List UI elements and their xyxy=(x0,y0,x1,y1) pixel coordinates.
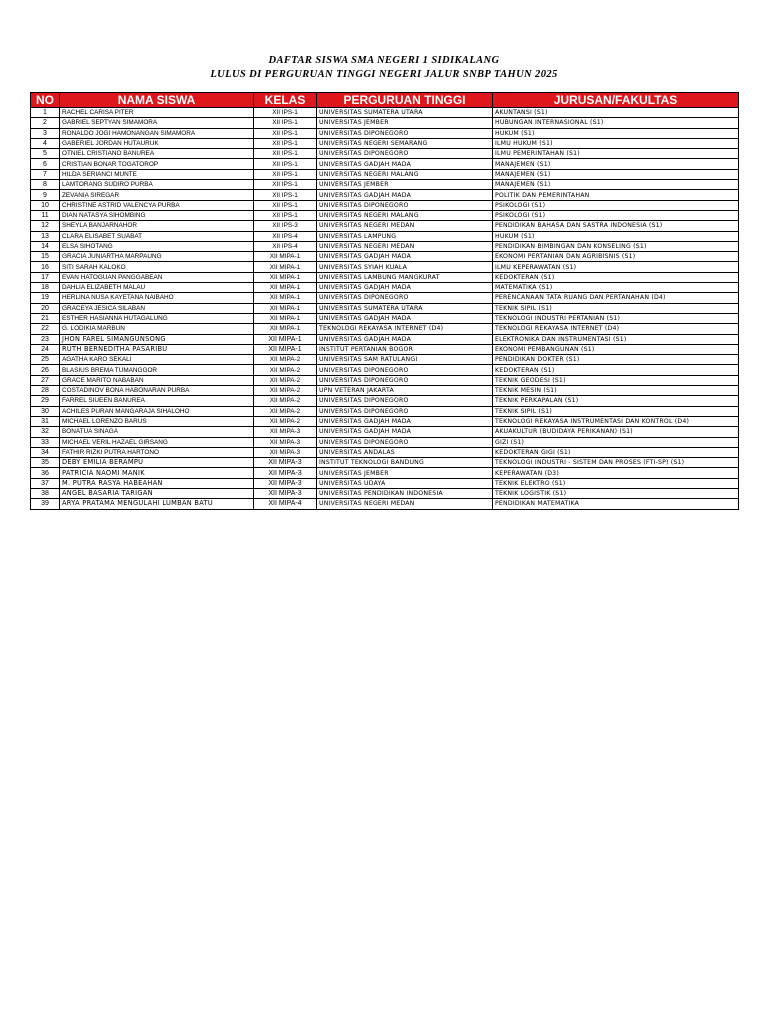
cell-no: 37 xyxy=(31,478,60,488)
cell-nama-siswa: HERLINA NUSA KAYETANA NAIBAHO xyxy=(60,293,254,303)
cell-jurusan: MANAJEMEN (S1) xyxy=(493,180,739,190)
cell-nama-siswa: ESTHER HASIANNA HUTAGALUNG xyxy=(60,313,254,323)
table-row xyxy=(31,293,739,303)
cell-nama-siswa: GRACEYA JESICA SILABAN xyxy=(60,303,254,313)
cell-kelas: XII IPS-1 xyxy=(254,169,317,179)
table-row xyxy=(31,241,739,251)
student-table xyxy=(30,92,739,510)
cell-kelas: XII MIPA-1 xyxy=(254,303,317,313)
header-kelas: KELAS xyxy=(254,93,317,108)
cell-perguruan-tinggi: UNIVERSITAS SYIAH KUALA xyxy=(317,262,493,272)
table-row xyxy=(31,437,739,447)
cell-jurusan: GIZI (S1) xyxy=(493,437,739,447)
table-row xyxy=(31,252,739,262)
cell-nama-siswa: CRISTIAN BONAR TOGATOROP xyxy=(60,159,254,169)
cell-perguruan-tinggi: UNIVERSITAS GADJAH MADA xyxy=(317,283,493,293)
cell-kelas: XII MIPA-2 xyxy=(254,396,317,406)
table-row xyxy=(31,180,739,190)
cell-perguruan-tinggi: UNIVERSITAS DIPONEGORO xyxy=(317,293,493,303)
cell-perguruan-tinggi: UNIVERSITAS DIPONEGORO xyxy=(317,149,493,159)
cell-nama-siswa: DAHLIA ELIZABETH MALAU xyxy=(60,283,254,293)
header-no: NO xyxy=(31,93,60,108)
cell-nama-siswa: PATRICIA NAOMI MANIK xyxy=(60,468,254,478)
cell-jurusan: HUKUM (S1) xyxy=(493,231,739,241)
cell-no: 34 xyxy=(31,447,60,457)
table-row xyxy=(31,118,739,128)
cell-jurusan: TEKNIK SIPIL (S1) xyxy=(493,303,739,313)
cell-no: 29 xyxy=(31,396,60,406)
cell-kelas: XII IPS-1 xyxy=(254,180,317,190)
cell-perguruan-tinggi: UNIVERSITAS GADJAH MADA xyxy=(317,313,493,323)
table-row xyxy=(31,488,739,498)
cell-jurusan: PSIKOLOGI (S1) xyxy=(493,200,739,210)
cell-no: 36 xyxy=(31,468,60,478)
cell-nama-siswa: FARREL SIUEEN BANUREA xyxy=(60,396,254,406)
table-row xyxy=(31,200,739,210)
cell-nama-siswa: RACHEL CARISA PITER xyxy=(60,108,254,118)
cell-no: 4 xyxy=(31,138,60,148)
cell-nama-siswa: ACHILES PURAN MANGARAJA SIHALOHO xyxy=(60,406,254,416)
cell-nama-siswa: GRACE MARITO NABABAN xyxy=(60,375,254,385)
cell-perguruan-tinggi: UNIVERSITAS JEMBER xyxy=(317,468,493,478)
cell-perguruan-tinggi: UNIVERSITAS GADJAH MADA xyxy=(317,334,493,344)
cell-jurusan: TEKNOLOGI REKAYASA INSTRUMENTASI DAN KONTROL (D4) xyxy=(493,416,739,426)
table-row xyxy=(31,283,739,293)
cell-no: 9 xyxy=(31,190,60,200)
cell-no: 15 xyxy=(31,252,60,262)
cell-no: 30 xyxy=(31,406,60,416)
table-row xyxy=(31,272,739,282)
cell-nama-siswa: DEBY EMILIA BERAMPU xyxy=(60,458,254,468)
cell-jurusan: TEKNOLOGI REKAYASA INTERNET (D4) xyxy=(493,324,739,334)
cell-jurusan: AKUAKULTUR (BUDIDAYA PERIKANAN) (S1) xyxy=(493,427,739,437)
table-row xyxy=(31,375,739,385)
cell-perguruan-tinggi: UNIVERSITAS NEGERI SEMARANG xyxy=(317,138,493,148)
cell-jurusan: MANAJEMEN (S1) xyxy=(493,169,739,179)
cell-nama-siswa: ARYA PRATAMA MENGULAHI LUMBAN BATU xyxy=(60,499,254,509)
cell-perguruan-tinggi: UNIVERSITAS GADJAH MADA xyxy=(317,427,493,437)
cell-kelas: XII IPS-1 xyxy=(254,108,317,118)
cell-kelas: XII IPS-1 xyxy=(254,118,317,128)
table-row xyxy=(31,149,739,159)
cell-kelas: XII MIPA-2 xyxy=(254,406,317,416)
cell-nama-siswa: G. LODIKIA MARBUN xyxy=(60,324,254,334)
table-row xyxy=(31,365,739,375)
cell-kelas: XII MIPA-2 xyxy=(254,416,317,426)
cell-jurusan: KEPERAWATAN (D3) xyxy=(493,468,739,478)
cell-nama-siswa: SITI SARAH KALOKO xyxy=(60,262,254,272)
cell-perguruan-tinggi: UNIVERSITAS DIPONEGORO xyxy=(317,437,493,447)
cell-no: 39 xyxy=(31,499,60,509)
cell-perguruan-tinggi: UNIVERSITAS NEGERI MALANG xyxy=(317,169,493,179)
cell-jurusan: KEDOKTERAN GIGI (S1) xyxy=(493,447,739,457)
cell-no: 38 xyxy=(31,488,60,498)
header-perguruan-tinggi: PERGURUAN TINGGI xyxy=(317,93,493,108)
cell-kelas: XII MIPA-3 xyxy=(254,468,317,478)
cell-kelas: XII MIPA-3 xyxy=(254,478,317,488)
table-row xyxy=(31,231,739,241)
cell-nama-siswa: DIAN NATASYA SIHOMBING xyxy=(60,210,254,220)
cell-perguruan-tinggi: UNIVERSITAS DIPONEGORO xyxy=(317,396,493,406)
table-row xyxy=(31,427,739,437)
cell-jurusan: ILMU HUKUM (S1) xyxy=(493,138,739,148)
table-row xyxy=(31,499,739,509)
cell-kelas: XII MIPA-3 xyxy=(254,488,317,498)
cell-nama-siswa: RONALDO JOGI HAMONANGAN SIMAMORA xyxy=(60,128,254,138)
cell-jurusan: PENDIDIKAN BAHASA DAN SASTRA INDONESIA (S1) xyxy=(493,221,739,231)
cell-nama-siswa: HILDA SERIANCI MUNTE xyxy=(60,169,254,179)
table-row xyxy=(31,324,739,334)
cell-jurusan: PENDIDIKAN BIMBINGAN DAN KONSELING (S1) xyxy=(493,241,739,251)
table-row xyxy=(31,458,739,468)
cell-no: 7 xyxy=(31,169,60,179)
cell-kelas: XII MIPA-1 xyxy=(254,344,317,354)
cell-jurusan: KEDOKTERAN (S1) xyxy=(493,365,739,375)
cell-kelas: XII MIPA-1 xyxy=(254,272,317,282)
cell-no: 2 xyxy=(31,118,60,128)
table-row xyxy=(31,313,739,323)
cell-nama-siswa: OTNIEL CRISTIANO BANUREA xyxy=(60,149,254,159)
table-row xyxy=(31,210,739,220)
table-row xyxy=(31,221,739,231)
cell-no: 22 xyxy=(31,324,60,334)
cell-perguruan-tinggi: UNIVERSITAS ANDALAS xyxy=(317,447,493,457)
table-row xyxy=(31,128,739,138)
document-title: DAFTAR SISWA SMA NEGERI 1 SIDIKALANG xyxy=(268,55,500,66)
table-row xyxy=(31,334,739,344)
cell-jurusan: TEKNIK MESIN (S1) xyxy=(493,386,739,396)
cell-jurusan: ILMU KEPERAWATAN (S1) xyxy=(493,262,739,272)
table-row xyxy=(31,406,739,416)
cell-perguruan-tinggi: UNIVERSITAS GADJAH MADA xyxy=(317,190,493,200)
cell-jurusan: TEKNIK GEODESI (S1) xyxy=(493,375,739,385)
cell-perguruan-tinggi: UNIVERSITAS SAM RATULANGI xyxy=(317,355,493,365)
cell-perguruan-tinggi: UNIVERSITAS GADJAH MADA xyxy=(317,252,493,262)
cell-nama-siswa: EVAN HATOGUAN PANGGABEAN xyxy=(60,272,254,282)
cell-no: 23 xyxy=(31,334,60,344)
cell-jurusan: PENDIDIKAN DOKTER (S1) xyxy=(493,355,739,365)
cell-no: 31 xyxy=(31,416,60,426)
cell-perguruan-tinggi: TEKNOLOGI REKAYASA INTERNET (D4) xyxy=(317,324,493,334)
cell-no: 6 xyxy=(31,159,60,169)
cell-kelas: XII MIPA-3 xyxy=(254,447,317,457)
cell-jurusan: MATEMATIKA (S1) xyxy=(493,283,739,293)
cell-no: 14 xyxy=(31,241,60,251)
cell-perguruan-tinggi: UNIVERSITAS DIPONEGORO xyxy=(317,406,493,416)
cell-perguruan-tinggi: UNIVERSITAS UDAYA xyxy=(317,478,493,488)
cell-perguruan-tinggi: UNIVERSITAS NEGERI MEDAN xyxy=(317,221,493,231)
cell-jurusan: HUBUNGAN INTERNASIONAL (S1) xyxy=(493,118,739,128)
cell-perguruan-tinggi: UNIVERSITAS DIPONEGORO xyxy=(317,365,493,375)
table-body xyxy=(31,108,739,510)
cell-no: 5 xyxy=(31,149,60,159)
cell-nama-siswa: GABERIEL JORDAN HUTAURUK xyxy=(60,138,254,148)
cell-kelas: XII IPS-1 xyxy=(254,138,317,148)
table-row xyxy=(31,478,739,488)
table-row xyxy=(31,108,739,118)
cell-jurusan: KEDOKTERAN (S1) xyxy=(493,272,739,282)
cell-kelas: XII MIPA-3 xyxy=(254,427,317,437)
cell-perguruan-tinggi: UNIVERSITAS GADJAH MADA xyxy=(317,416,493,426)
cell-jurusan: POLITIK DAN PEMERINTAHAN xyxy=(493,190,739,200)
cell-perguruan-tinggi: UNIVERSITAS DIPONEGORO xyxy=(317,200,493,210)
cell-perguruan-tinggi: UNIVERSITAS SUMATERA UTARA xyxy=(317,303,493,313)
cell-kelas: XII IPS-1 xyxy=(254,128,317,138)
cell-no: 1 xyxy=(31,108,60,118)
table-row xyxy=(31,355,739,365)
cell-no: 8 xyxy=(31,180,60,190)
cell-jurusan: MANAJEMEN (S1) xyxy=(493,159,739,169)
cell-nama-siswa: AGATHA KARO SEKALI xyxy=(60,355,254,365)
table-row xyxy=(31,190,739,200)
cell-kelas: XII IPS-1 xyxy=(254,159,317,169)
cell-perguruan-tinggi: UNIVERSITAS LAMBUNG MANGKURAT xyxy=(317,272,493,282)
cell-jurusan: ELEKTRONIKA DAN INSTRUMENTASI (S1) xyxy=(493,334,739,344)
cell-perguruan-tinggi: INSTITUT PERTANIAN BOGOR xyxy=(317,344,493,354)
cell-nama-siswa: BLASIUS BREMA TUMANGGOR xyxy=(60,365,254,375)
table-row xyxy=(31,344,739,354)
cell-no: 24 xyxy=(31,344,60,354)
cell-nama-siswa: ANGEL BASARIA TARIGAN xyxy=(60,488,254,498)
cell-kelas: XII IPS-1 xyxy=(254,149,317,159)
cell-perguruan-tinggi: UNIVERSITAS NEGERI MEDAN xyxy=(317,241,493,251)
cell-kelas: XII MIPA-3 xyxy=(254,437,317,447)
cell-kelas: XII IPS-1 xyxy=(254,190,317,200)
cell-nama-siswa: SHEYLA BANJARNAHOR xyxy=(60,221,254,231)
cell-kelas: XII MIPA-1 xyxy=(254,334,317,344)
cell-perguruan-tinggi: UNIVERSITAS JEMBER xyxy=(317,118,493,128)
cell-perguruan-tinggi: INSTITUT TEKNOLOGI BANDUNG xyxy=(317,458,493,468)
table-row xyxy=(31,416,739,426)
cell-jurusan: TEKNOLOGI INDUSTRI PERTANIAN (S1) xyxy=(493,313,739,323)
cell-no: 19 xyxy=(31,293,60,303)
cell-perguruan-tinggi: UNIVERSITAS DIPONEGORO xyxy=(317,375,493,385)
document-subtitle: LULUS DI PERGURUAN TINGGI NEGERI JALUR SNBP TAHUN 2025 xyxy=(210,69,558,80)
cell-no: 25 xyxy=(31,355,60,365)
cell-jurusan: PSIKOLOGI (S1) xyxy=(493,210,739,220)
header-jurusan: JURUSAN/FAKULTAS xyxy=(493,93,739,108)
cell-no: 35 xyxy=(31,458,60,468)
cell-nama-siswa: ELSA SIHOTANG xyxy=(60,241,254,251)
cell-no: 10 xyxy=(31,200,60,210)
cell-nama-siswa: ZEVANIA SIREGAR xyxy=(60,190,254,200)
cell-no: 13 xyxy=(31,231,60,241)
cell-kelas: XII MIPA-1 xyxy=(254,293,317,303)
cell-kelas: XII MIPA-2 xyxy=(254,365,317,375)
cell-jurusan: AKUNTANSI (S1) xyxy=(493,108,739,118)
cell-no: 32 xyxy=(31,427,60,437)
cell-kelas: XII IPS-3 xyxy=(254,221,317,231)
cell-no: 12 xyxy=(31,221,60,231)
cell-jurusan: PERENCANAAN TATA RUANG DAN PERTANAHAN (D4) xyxy=(493,293,739,303)
cell-no: 17 xyxy=(31,272,60,282)
cell-kelas: XII MIPA-2 xyxy=(254,375,317,385)
cell-kelas: XII MIPA-1 xyxy=(254,324,317,334)
cell-no: 33 xyxy=(31,437,60,447)
cell-jurusan: TEKNIK PERKAPALAN (S1) xyxy=(493,396,739,406)
cell-jurusan: PENDIDIKAN MATEMATIKA xyxy=(493,499,739,509)
cell-perguruan-tinggi: UNIVERSITAS NEGERI MEDAN xyxy=(317,499,493,509)
table-row xyxy=(31,386,739,396)
cell-nama-siswa: MICHAEL LORENZO BARUS xyxy=(60,416,254,426)
cell-no: 11 xyxy=(31,210,60,220)
cell-nama-siswa: FATHIR RIZKI PUTRA HARTONO xyxy=(60,447,254,457)
cell-kelas: XII MIPA-2 xyxy=(254,386,317,396)
table-row xyxy=(31,159,739,169)
cell-perguruan-tinggi: UNIVERSITAS DIPONEGORO xyxy=(317,128,493,138)
cell-kelas: XII MIPA-1 xyxy=(254,262,317,272)
cell-nama-siswa: COSTADINOV BONA HABONARAN PURBA xyxy=(60,386,254,396)
cell-kelas: XII IPS-1 xyxy=(254,210,317,220)
table-row xyxy=(31,303,739,313)
cell-kelas: XII MIPA-1 xyxy=(254,252,317,262)
table-row xyxy=(31,447,739,457)
table-row xyxy=(31,396,739,406)
cell-no: 28 xyxy=(31,386,60,396)
cell-nama-siswa: RUTH BERNEDITHA PASARIBU xyxy=(60,344,254,354)
cell-nama-siswa: JHON FAREL SIMANGUNSONG xyxy=(60,334,254,344)
cell-perguruan-tinggi: UNIVERSITAS GADJAH MADA xyxy=(317,159,493,169)
cell-jurusan: HUKUM (S1) xyxy=(493,128,739,138)
cell-no: 21 xyxy=(31,313,60,323)
table-row xyxy=(31,468,739,478)
cell-nama-siswa: GRACIA JUNIARTHA MARPAUNG xyxy=(60,252,254,262)
cell-jurusan: ILMU PEMERINTAHAN (S1) xyxy=(493,149,739,159)
table-row xyxy=(31,138,739,148)
cell-nama-siswa: MICHAEL VERIL HAZAEL GIRSANG xyxy=(60,437,254,447)
table-row xyxy=(31,169,739,179)
cell-kelas: XII IPS-4 xyxy=(254,231,317,241)
cell-perguruan-tinggi: UNIVERSITAS SUMATERA UTARA xyxy=(317,108,493,118)
cell-kelas: XII IPS-1 xyxy=(254,200,317,210)
cell-nama-siswa: CHRISTINE ASTRID VALENCYA PURBA xyxy=(60,200,254,210)
cell-jurusan: EKONOMI PERTANIAN DAN AGRIBISNIS (S1) xyxy=(493,252,739,262)
cell-jurusan: TEKNIK LOGISTIK (S1) xyxy=(493,488,739,498)
table-row xyxy=(31,262,739,272)
cell-jurusan: EKONOMI PEMBANGUNAN (S1) xyxy=(493,344,739,354)
cell-perguruan-tinggi: UNIVERSITAS PENDIDIKAN INDONESIA xyxy=(317,488,493,498)
cell-perguruan-tinggi: UNIVERSITAS JEMBER xyxy=(317,180,493,190)
cell-jurusan: TEKNIK ELEKTRO (S1) xyxy=(493,478,739,488)
cell-no: 27 xyxy=(31,375,60,385)
cell-kelas: XII MIPA-1 xyxy=(254,283,317,293)
table-header-row xyxy=(31,93,739,108)
cell-jurusan: TEKNOLOGI INDUSTRI - SISTEM DAN PROSES (FTI-SP) (S1) xyxy=(493,458,739,468)
cell-perguruan-tinggi: UPN VETERAN JAKARTA xyxy=(317,386,493,396)
cell-nama-siswa: CLARA ELISABET SUABAT xyxy=(60,231,254,241)
cell-no: 16 xyxy=(31,262,60,272)
cell-kelas: XII MIPA-4 xyxy=(254,499,317,509)
cell-kelas: XII MIPA-3 xyxy=(254,458,317,468)
cell-nama-siswa: M. PUTRA RASYA HABEAHAN xyxy=(60,478,254,488)
cell-no: 20 xyxy=(31,303,60,313)
cell-perguruan-tinggi: UNIVERSITAS LAMPUNG xyxy=(317,231,493,241)
cell-no: 26 xyxy=(31,365,60,375)
cell-no: 18 xyxy=(31,283,60,293)
cell-no: 3 xyxy=(31,128,60,138)
header-nama: NAMA SISWA xyxy=(60,93,254,108)
cell-nama-siswa: GABRIEL SEPTYAN SIMAMORA xyxy=(60,118,254,128)
cell-perguruan-tinggi: UNIVERSITAS NEGERI MALANG xyxy=(317,210,493,220)
cell-kelas: XII MIPA-1 xyxy=(254,313,317,323)
cell-nama-siswa: LAMTORANG SUDIRO PURBA xyxy=(60,180,254,190)
cell-kelas: XII IPS-4 xyxy=(254,241,317,251)
cell-nama-siswa: BONATUA SINAGA xyxy=(60,427,254,437)
cell-jurusan: TEKNIK SIPIL (S1) xyxy=(493,406,739,416)
cell-kelas: XII MIPA-2 xyxy=(254,355,317,365)
